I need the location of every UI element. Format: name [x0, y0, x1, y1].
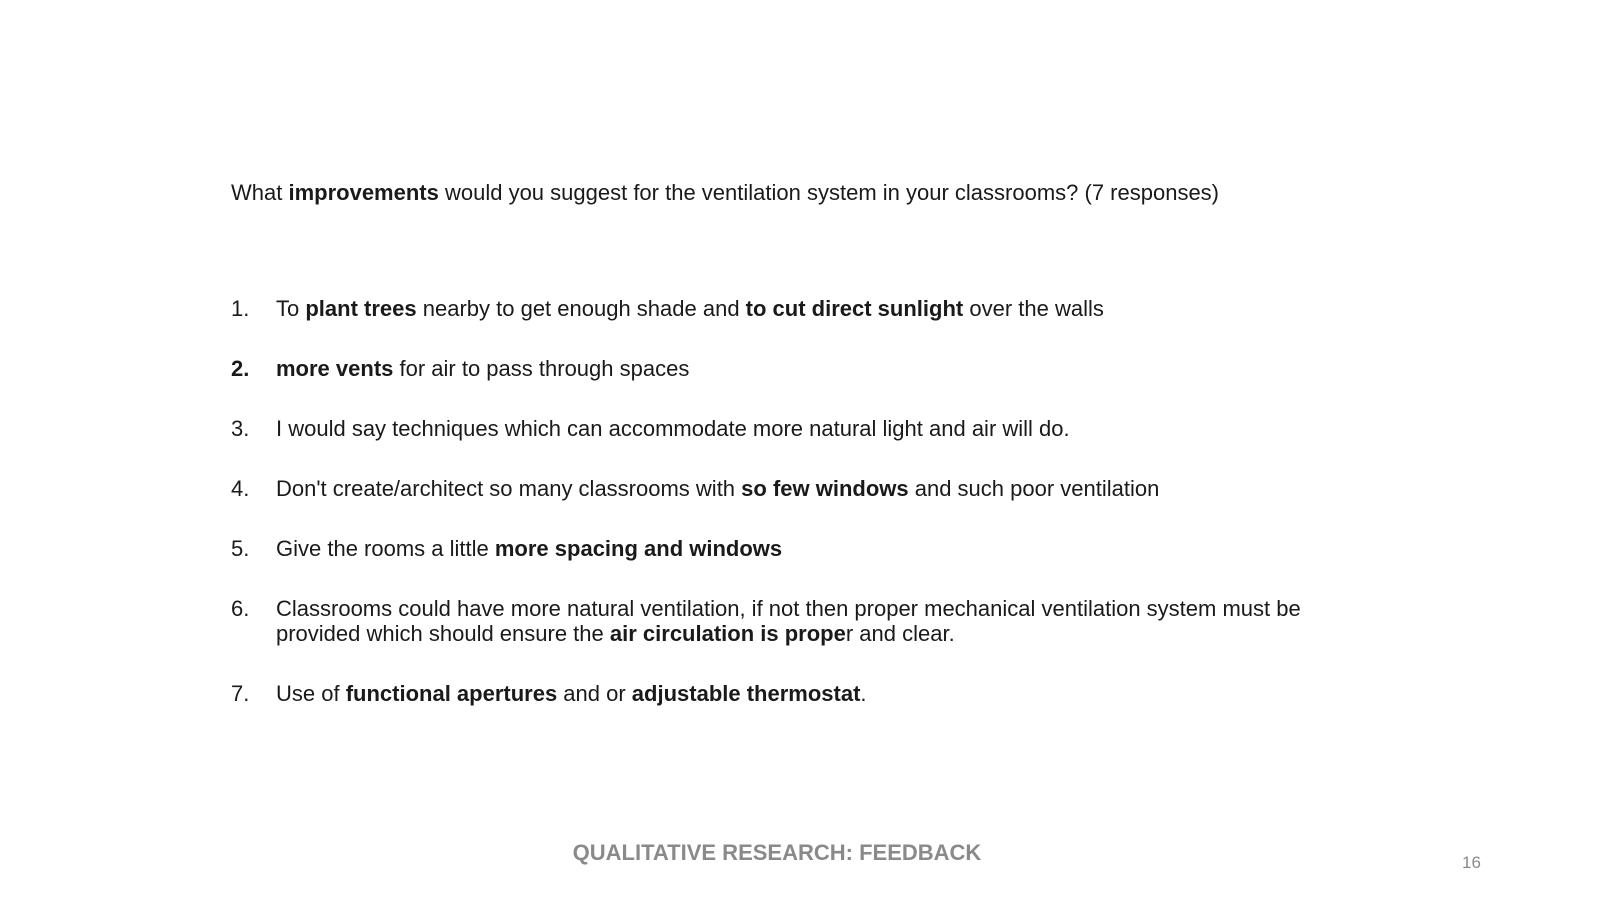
response-number: 3.	[231, 416, 250, 441]
response-segment: I would say techniques which can accommodate more natural light and air will do.	[276, 416, 1070, 441]
response-emphasis: adjustable thermostat	[631, 681, 861, 706]
response-emphasis: to cut direct sunlight	[745, 296, 964, 321]
response-segment: and or	[557, 681, 632, 706]
response-item	[231, 296, 1391, 321]
response-text	[276, 681, 867, 706]
question-suffix: would you suggest for the ventilation system in your classrooms? (7 responses)	[438, 180, 1219, 205]
response-segment: nearby to get enough shade and	[416, 296, 746, 321]
response-list	[231, 296, 1391, 741]
response-text	[276, 416, 1070, 441]
response-emphasis: functional apertures	[345, 681, 558, 706]
response-segment: To	[276, 296, 306, 321]
footer-title: QUALITATIVE RESEARCH: FEEDBACK	[572, 840, 982, 865]
response-number: 5.	[231, 536, 250, 561]
response-emphasis: more vents	[276, 356, 394, 381]
response-segment: r and clear.	[845, 621, 955, 646]
response-emphasis: air circulation is prope	[609, 621, 846, 646]
response-emphasis: more spacing and windows	[494, 536, 783, 561]
response-item	[231, 356, 1391, 381]
response-item	[231, 681, 1391, 706]
response-segment: Give the rooms a little	[276, 536, 495, 561]
response-number: 4.	[231, 476, 250, 501]
response-item	[231, 416, 1391, 441]
response-text	[276, 356, 689, 381]
response-emphasis: so few windows	[741, 476, 909, 501]
response-segment: Don't create/architect so many classrooms with	[276, 476, 742, 501]
question-keyword: improvements	[288, 180, 439, 205]
response-segment: over the walls	[963, 296, 1104, 321]
response-number: 7.	[231, 681, 250, 706]
response-segment: Classrooms could have more natural ventilation, if not then proper mechanical ventilation system must be provided which should ensure the	[276, 596, 1301, 646]
response-text	[276, 296, 1104, 321]
page-number: 16	[1462, 853, 1481, 872]
response-segment: .	[860, 681, 867, 706]
response-segment: and such poor ventilation	[908, 476, 1160, 501]
response-emphasis: plant trees	[305, 296, 417, 321]
response-text	[276, 596, 1301, 646]
response-item	[231, 476, 1391, 501]
response-segment: for air to pass through spaces	[393, 356, 690, 381]
response-number: 6.	[231, 596, 250, 621]
question-prefix: What	[231, 180, 289, 205]
response-text	[276, 476, 1159, 501]
response-number: 2.	[231, 356, 250, 381]
response-item	[231, 596, 1391, 646]
response-item	[231, 536, 1391, 561]
question-heading	[231, 178, 1219, 208]
response-text	[276, 536, 782, 561]
response-number: 1.	[231, 296, 250, 321]
response-segment: Use of	[276, 681, 346, 706]
